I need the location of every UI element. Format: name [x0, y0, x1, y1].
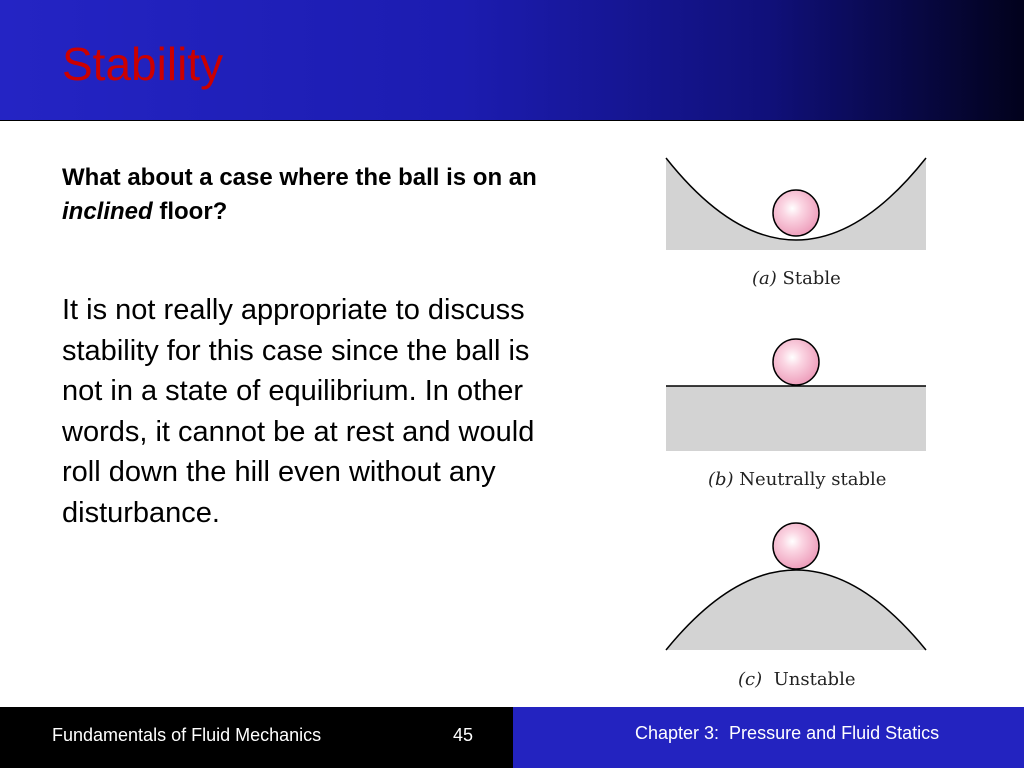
footer-page-number: 45 [453, 725, 474, 745]
question-text [62, 161, 562, 229]
stability-diagram [660, 150, 940, 700]
question-part2: floor? [152, 198, 228, 225]
caption-a-label: (a) [752, 268, 777, 289]
caption-b [708, 469, 886, 490]
footer-course-title: Fundamentals of Fluid Mechanics [52, 725, 322, 745]
caption-b-text: Neutrally stable [733, 469, 887, 490]
stable-ball [773, 190, 819, 236]
stability-figure [660, 150, 940, 705]
slide-footer [0, 707, 1024, 768]
neutral-ground [666, 386, 926, 451]
slide-title: Stability [62, 38, 224, 90]
caption-a [752, 268, 841, 289]
neutral-diagram [666, 339, 926, 490]
caption-b-label: (b) [708, 469, 734, 490]
footer-right-panel [513, 707, 1024, 768]
question-part1: What about a case where the ball is on an [62, 164, 537, 191]
stable-diagram [666, 158, 926, 289]
question-italic-word: inclined [62, 198, 153, 225]
caption-c [738, 669, 855, 690]
footer-left-panel [0, 707, 513, 768]
footer-chapter-title: Chapter 3: Pressure and Fluid Statics [635, 723, 940, 743]
slide-header [0, 0, 1024, 121]
caption-c-label: (c) [738, 669, 763, 690]
caption-c-text: Unstable [762, 669, 856, 690]
body-paragraph: It is not really appropriate to discuss stability for this case since the ball is not in a state of equilibrium. In other words, it cannot be at rest and would roll down the hill even without any disturbance. [62, 294, 535, 529]
unstable-diagram [666, 523, 926, 690]
caption-a-text: Stable [776, 268, 841, 289]
neutral-ball [773, 339, 819, 385]
unstable-ball [773, 523, 819, 569]
